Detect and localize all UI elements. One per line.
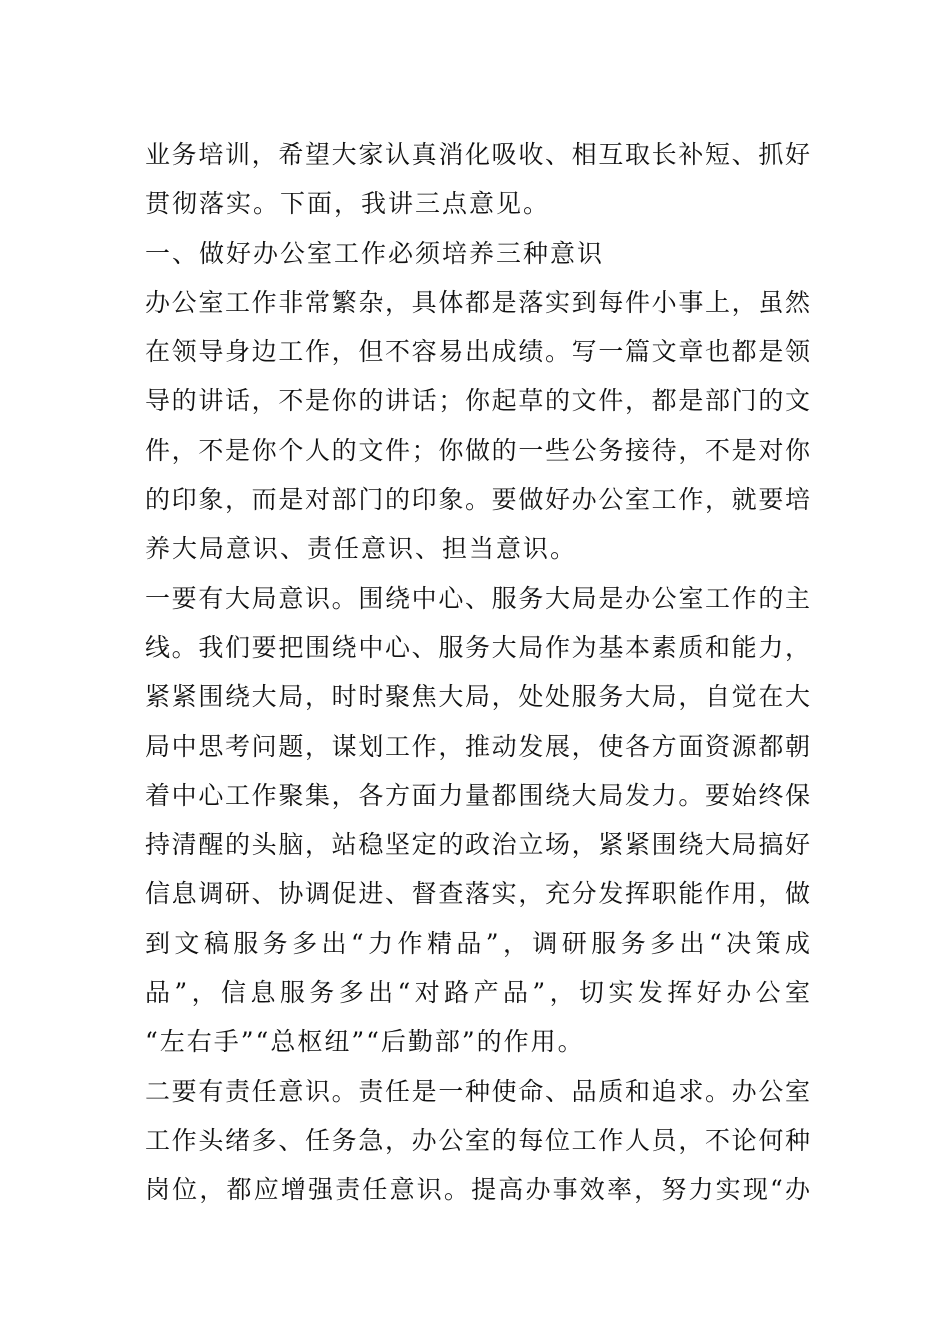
document-body — [145, 130, 810, 1215]
paragraph-line: 信息调研、协调促进、督查落实，充分发挥职能作用，做 — [145, 879, 810, 909]
paragraph-line: 导的讲话，不是你的讲话；你起草的文件，都是部门的文 — [145, 386, 810, 416]
paragraph-line: 紧紧围绕大局，时时聚焦大局，处处服务大局，自觉在大 — [145, 682, 810, 712]
paragraph-line: 贯彻落实。下面，我讲三点意见。 — [145, 189, 551, 219]
paragraph-line: 品”，信息服务多出“对路产品”，切实发挥好办公室 — [145, 978, 810, 1008]
paragraph-line: 业务培训，希望大家认真消化吸收、相互取长补短、抓好 — [145, 140, 810, 169]
paragraph-line: 一、做好办公室工作必须培养三种意识 — [145, 238, 605, 268]
paragraph-line: “左右手”“总枢纽”“后勤部”的作用。 — [145, 1027, 585, 1057]
paragraph-line: 工作头绪多、任务急，办公室的每位工作人员，不论何种 — [145, 1125, 810, 1155]
paragraph-line: 线。我们要把围绕中心、服务大局作为基本素质和能力， — [145, 632, 810, 662]
paragraph-line: 一要有大局意识。围绕中心、服务大局是办公室工作的主 — [145, 583, 810, 613]
paragraph-line: 件，不是你个人的文件；你做的一些公务接待，不是对你 — [145, 435, 810, 465]
paragraph-line: 办公室工作非常繁杂，具体都是落实到每件小事上，虽然 — [145, 287, 810, 317]
paragraph-line: 在领导身边工作，但不容易出成绩。写一篇文章也都是领 — [145, 337, 810, 367]
paragraph-line: 着中心工作聚集，各方面力量都围绕大局发力。要始终保 — [145, 780, 810, 810]
paragraph-line: 到文稿服务多出“力作精品”，调研服务多出“决策成 — [145, 928, 810, 958]
paragraph-line: 岗位，都应增强责任意识。提高办事效率，努力实现“办 — [145, 1175, 810, 1205]
paragraph-line: 养大局意识、责任意识、担当意识。 — [145, 534, 578, 564]
paragraph-line: 持清醒的头脑，站稳坚定的政治立场，紧紧围绕大局搞好 — [145, 830, 810, 860]
paragraph-line: 的印象，而是对部门的印象。要做好办公室工作，就要培 — [145, 485, 810, 515]
paragraph-line: 二要有责任意识。责任是一种使命、品质和追求。办公室 — [145, 1076, 810, 1106]
paragraph-line: 局中思考问题，谋划工作，推动发展，使各方面资源都朝 — [145, 731, 810, 761]
